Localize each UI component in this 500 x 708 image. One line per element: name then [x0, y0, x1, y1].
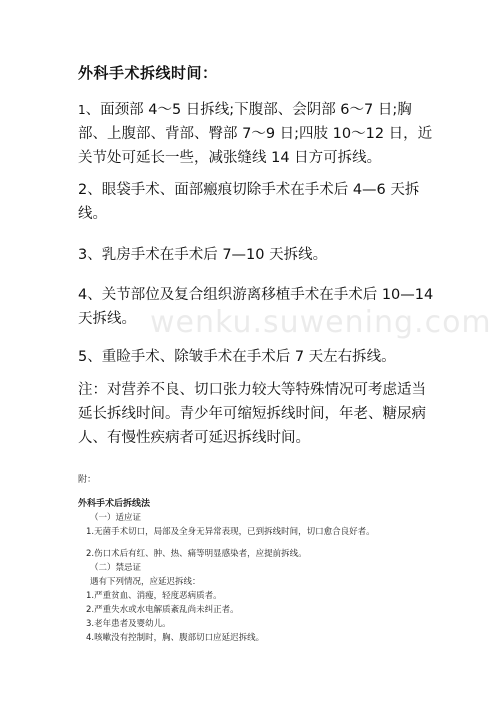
watermark: wenku.suwening.com [150, 305, 492, 340]
appendix-heading: 外科手术后拆线法 [78, 499, 151, 509]
appendix-line: 1.无菌手术切口，局部及全身无异常表现，已到拆线时间，切口愈合良好者。 [86, 527, 375, 537]
appendix-line: 3.老年患者及婴幼儿。 [86, 619, 171, 629]
page-title: 外科手术拆线时间： [78, 64, 218, 82]
appendix-line: 2.严重失水或水电解质紊乱尚未纠正者。 [86, 605, 239, 615]
appendix-line: 2.伤口术后有红、肿、热、痛等明显感染者，应提前拆线。 [86, 549, 307, 559]
paragraph-2: 2、眼袋手术、面部瘢痕切除手术在手术后 4—6 天拆线。 [78, 182, 420, 222]
note-paragraph: 注：对营养不良、切口张力较大等特殊情况可考虑适当延长拆线时间。青少年可缩短拆线时间，年老、糖尿病人、有慢性疾病者可延迟拆线时间。 [78, 382, 426, 446]
appendix-line: （一）适应证 [90, 513, 142, 523]
appendix-line: 4.咳嗽没有控制时，胸、腹部切口应延迟拆线。 [86, 633, 265, 643]
appendix-line: 遇有下列情况，应延迟拆线： [90, 577, 201, 587]
paragraph-5: 5、重睑手术、除皱手术在手术后 7 天左右拆线。 [78, 349, 396, 365]
appendix-line: 1.严重贫血、消瘦，轻度恶病质者。 [86, 591, 222, 601]
appendix-line: （二）禁忌证 [90, 563, 142, 573]
paragraph-4: 4、关节部位及复合组织游离移植手术在手术后 10—14 天拆线。 [78, 287, 434, 327]
paragraph-1-number: 1 [78, 103, 86, 117]
paragraph-3: 3、乳房手术在手术后 7—10 天拆线。 [78, 247, 328, 263]
paragraph-1-text: 、面颈部 4～5 日拆线;下腹部、会阴部 6～7 日;胸部、上腹部、背部、臀部 7～9 日;四肢 10～12 日，近关节处可延长一些，减张缝线 14 日方可拆线。 [78, 102, 433, 166]
appendix-label: 附： [78, 475, 97, 485]
paragraph-1 [78, 98, 438, 170]
